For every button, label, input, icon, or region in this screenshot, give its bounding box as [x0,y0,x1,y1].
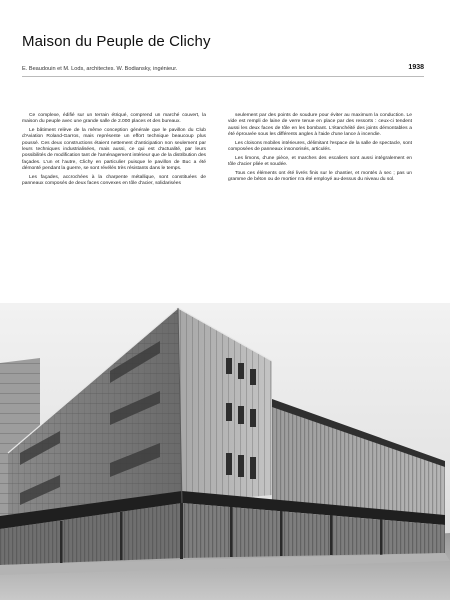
paragraph: Le bâtiment relève de la même conception générale que le pavillon du Club d'Aviation Roland-Garros, mais représente un effort technique beaucoup plus poussé. Ces deux constructions étaient nettement d'anticipation non seulement par leurs techniques industrialisées, mais aussi, ce qui est d'actualité, par leurs possibilités de modification tant de l'aménagement intérieur que de la distribution des façades. L'un et l'autre, Clichy en particulier puisque le pavillon de Buc a été démonté pendant la guerre, se sont révélés très résistants dans le temps. [22,128,206,172]
text-column-left [22,113,206,190]
authors-line: E. Beaudouin et M. Lods, architectes. W. Bodiansky, ingénieur. [22,66,178,72]
paragraph: Tous ces éléments ont été livrés finis sur le chantier, et montés à sec ; pas un gramme de béton ou de mortier n'a été employé au-dessus du niveau du sol. [228,170,412,183]
building-photo [0,303,450,600]
paragraph: Les cloisons mobiles intérieures, délimitant l'espace de la salle de spectacle, sont composées de panneaux insonorisés, articulés. [228,140,412,153]
paragraph: Ce complexe, édifié sur un terrain étriqué, comprend un marché couvert, la maison du peuple avec une grande salle de 2.000 places et des bureaux. [22,113,206,125]
page-title: Maison du Peuple de Clichy [22,33,211,50]
paragraph: seulement par des points de soudure pour éviter au maximum la conduction. Le vide est rempli de laine de verre tenue en place par des ressorts : ceux-ci tendent aussi les deux faces de tôle en les bombant. L'étanchéité des joints démontables a été éprouvée sous les différents angles à l'aide d'une lance à incendie. [228,113,412,138]
year-label: 1938 [408,64,424,71]
paragraph: Les limons, d'une pièce, et marches des escaliers sont aussi intégralement en tôle d'acier pliée et soudée. [228,155,412,168]
paragraph: Les façades, accrochées à la charpente métallique, sont constituées de panneaux composés de deux faces convexes en tôle d'acier, solidarisées [22,174,206,187]
text-column-right [228,113,412,186]
header-rule [22,76,424,77]
